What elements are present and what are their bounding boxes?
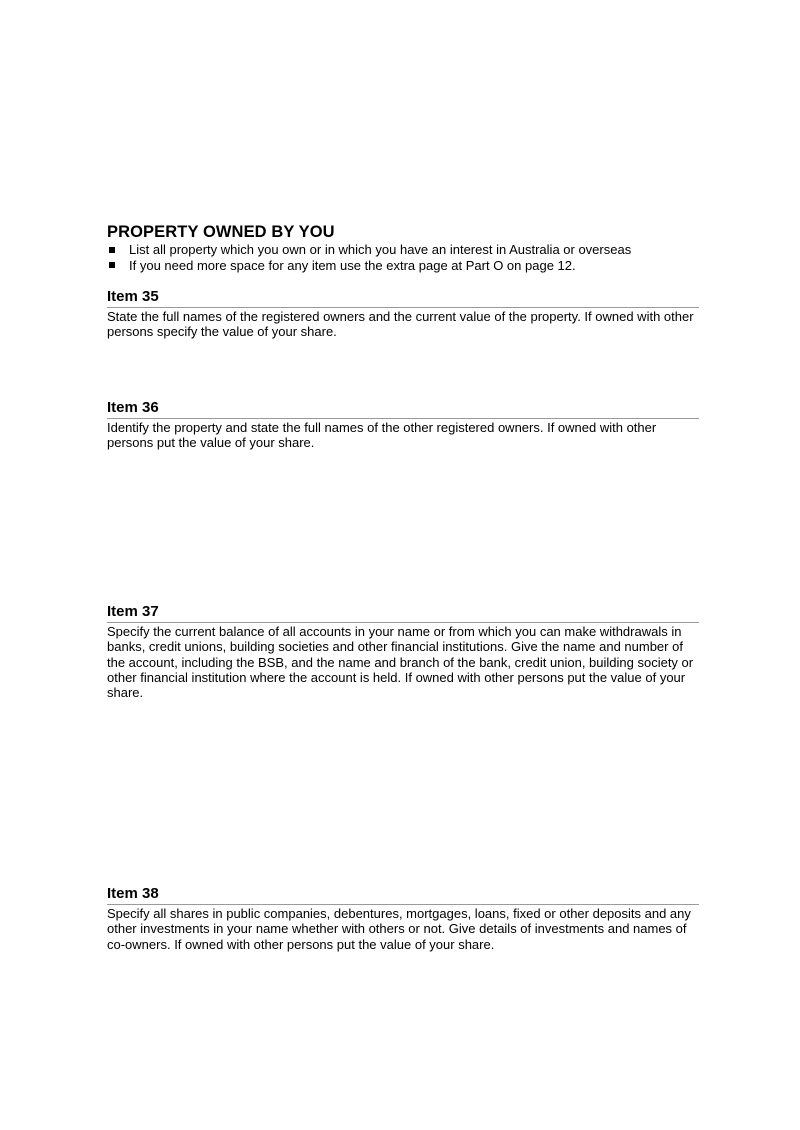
item-heading: Item 38 <box>107 885 699 905</box>
item-35-section <box>107 288 699 340</box>
item-instructions: Identify the property and state the full names of the other registered owners. If owned with other persons put the value of your share. <box>107 420 657 451</box>
item-instructions: Specify the current balance of all accounts in your name or from which you can make withdrawals in banks, credit unions, building societies and other financial institutions. Give the name and number of the account, including the BSB, and the name and branch of the bank, credit union, building society or other financial institution where the account is held. If owned with other persons put the value of your share. <box>107 624 694 701</box>
instruction-item <box>107 242 631 258</box>
instruction-list <box>107 242 631 273</box>
item-heading: Item 36 <box>107 399 699 419</box>
item-36-section <box>107 399 699 451</box>
square-bullet-icon <box>109 247 115 253</box>
instruction-text: List all property which you own or in which you have an interest in Australia or overseas <box>129 242 632 257</box>
item-heading: Item 35 <box>107 288 699 308</box>
item-heading: Item 37 <box>107 603 699 623</box>
item-instructions: Specify all shares in public companies, debentures, mortgages, loans, fixed or other deposits and any other investments in your name whether with others or not. Give details of investments and names of co-owners. If owned with other persons put the value of your share. <box>107 906 691 952</box>
item-37-section <box>107 603 699 700</box>
section-title: PROPERTY OWNED BY YOU <box>107 223 335 241</box>
item-38-section <box>107 885 699 952</box>
instruction-text: If you need more space for any item use the extra page at Part O on page 12. <box>129 257 576 273</box>
item-instructions: State the full names of the registered owners and the current value of the property. If owned with other persons specify the value of your share. <box>107 309 694 340</box>
instruction-item <box>107 258 631 274</box>
square-bullet-icon <box>109 262 115 268</box>
